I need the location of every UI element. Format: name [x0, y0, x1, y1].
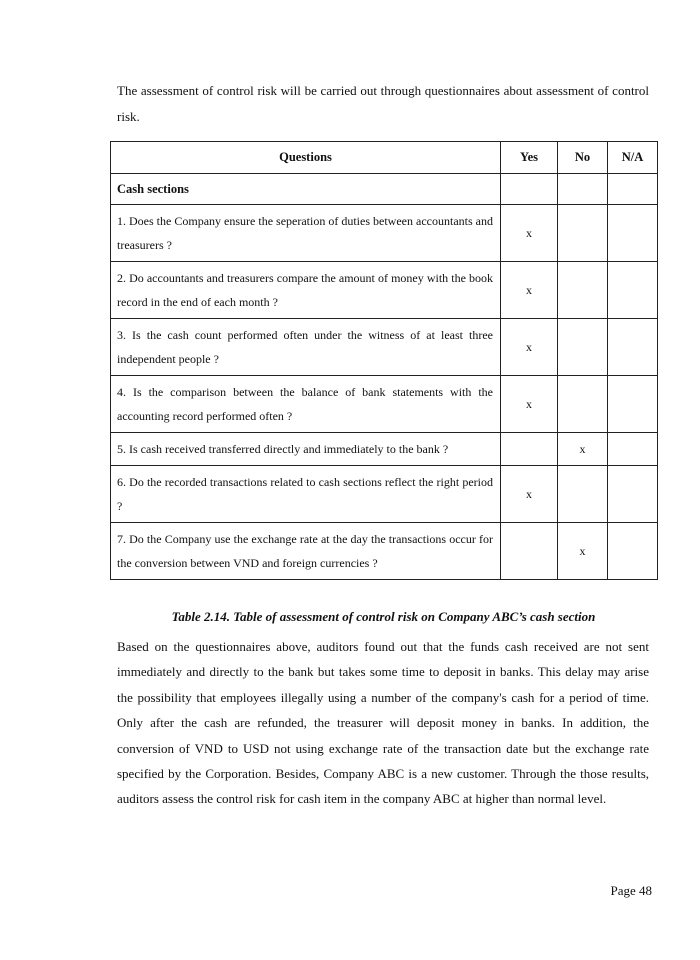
header-na: N/A	[608, 142, 658, 174]
table-row	[111, 466, 658, 523]
yes-cell: x	[501, 205, 558, 262]
question-cell: 4. Is the comparison between the balance of bank statements with the accounting record performed often ?	[111, 376, 501, 433]
no-cell	[558, 205, 608, 262]
control-risk-questionnaire-table	[110, 141, 658, 580]
header-no: No	[558, 142, 608, 174]
section-no-cell	[558, 174, 608, 205]
table-row	[111, 319, 658, 376]
table-row	[111, 262, 658, 319]
section-label: Cash sections	[111, 174, 501, 205]
na-cell	[608, 319, 658, 376]
na-cell	[608, 262, 658, 319]
question-cell: 6. Do the recorded transactions related to cash sections reflect the right period ?	[111, 466, 501, 523]
yes-cell	[501, 523, 558, 580]
yes-cell	[501, 433, 558, 466]
question-cell: 2. Do accountants and treasurers compare the amount of money with the book record in the end of each month ?	[111, 262, 501, 319]
table-row	[111, 376, 658, 433]
yes-cell: x	[501, 319, 558, 376]
na-cell	[608, 466, 658, 523]
conclusion-paragraph: Based on the questionnaires above, auditors found out that the funds cash received are not sent immediately and directly to the bank but takes some time to deposit in banks. This delay may arise the possibility that employees illegally using a number of the company's cash for a period of time. Only after the cash are refunded, the treasurer will deposit money in banks. In addition, the conversion of VND to USD not using exchange rate of the transaction date but the exchange rate specified by the Corporation. Besides, Company ABC is a new customer. Through the those results, auditors assess the control risk for cash item in the company ABC at higher than normal level.	[117, 639, 649, 807]
no-cell: x	[558, 433, 608, 466]
na-cell	[608, 523, 658, 580]
no-cell	[558, 466, 608, 523]
yes-cell: x	[501, 262, 558, 319]
table-row	[111, 523, 658, 580]
no-cell	[558, 376, 608, 433]
no-cell	[558, 262, 608, 319]
section-row	[111, 174, 658, 205]
question-cell: 1. Does the Company ensure the seperation of duties between accountants and treasurers ?	[111, 205, 501, 262]
no-cell: x	[558, 523, 608, 580]
na-cell	[608, 205, 658, 262]
question-cell: 3. Is the cash count performed often under the witness of at least three independent people ?	[111, 319, 501, 376]
header-questions: Questions	[111, 142, 501, 174]
table-row	[111, 433, 658, 466]
table-header-row	[111, 142, 658, 174]
question-cell: 7. Do the Company use the exchange rate at the day the transactions occur for the conversion between VND and foreign currencies ?	[111, 523, 501, 580]
no-cell	[558, 319, 608, 376]
intro-paragraph: The assessment of control risk will be carried out through questionnaires about assessment of control risk.	[117, 83, 649, 124]
na-cell	[608, 433, 658, 466]
na-cell	[608, 376, 658, 433]
question-cell: 5. Is cash received transferred directly and immediately to the bank ?	[111, 433, 501, 466]
header-yes: Yes	[501, 142, 558, 174]
table-row	[111, 205, 658, 262]
yes-cell: x	[501, 376, 558, 433]
section-yes-cell	[501, 174, 558, 205]
yes-cell: x	[501, 466, 558, 523]
table-caption: Table 2.14. Table of assessment of control risk on Company ABC’s cash section	[171, 609, 596, 624]
section-na-cell	[608, 174, 658, 205]
page-number: Page 48	[610, 883, 652, 898]
